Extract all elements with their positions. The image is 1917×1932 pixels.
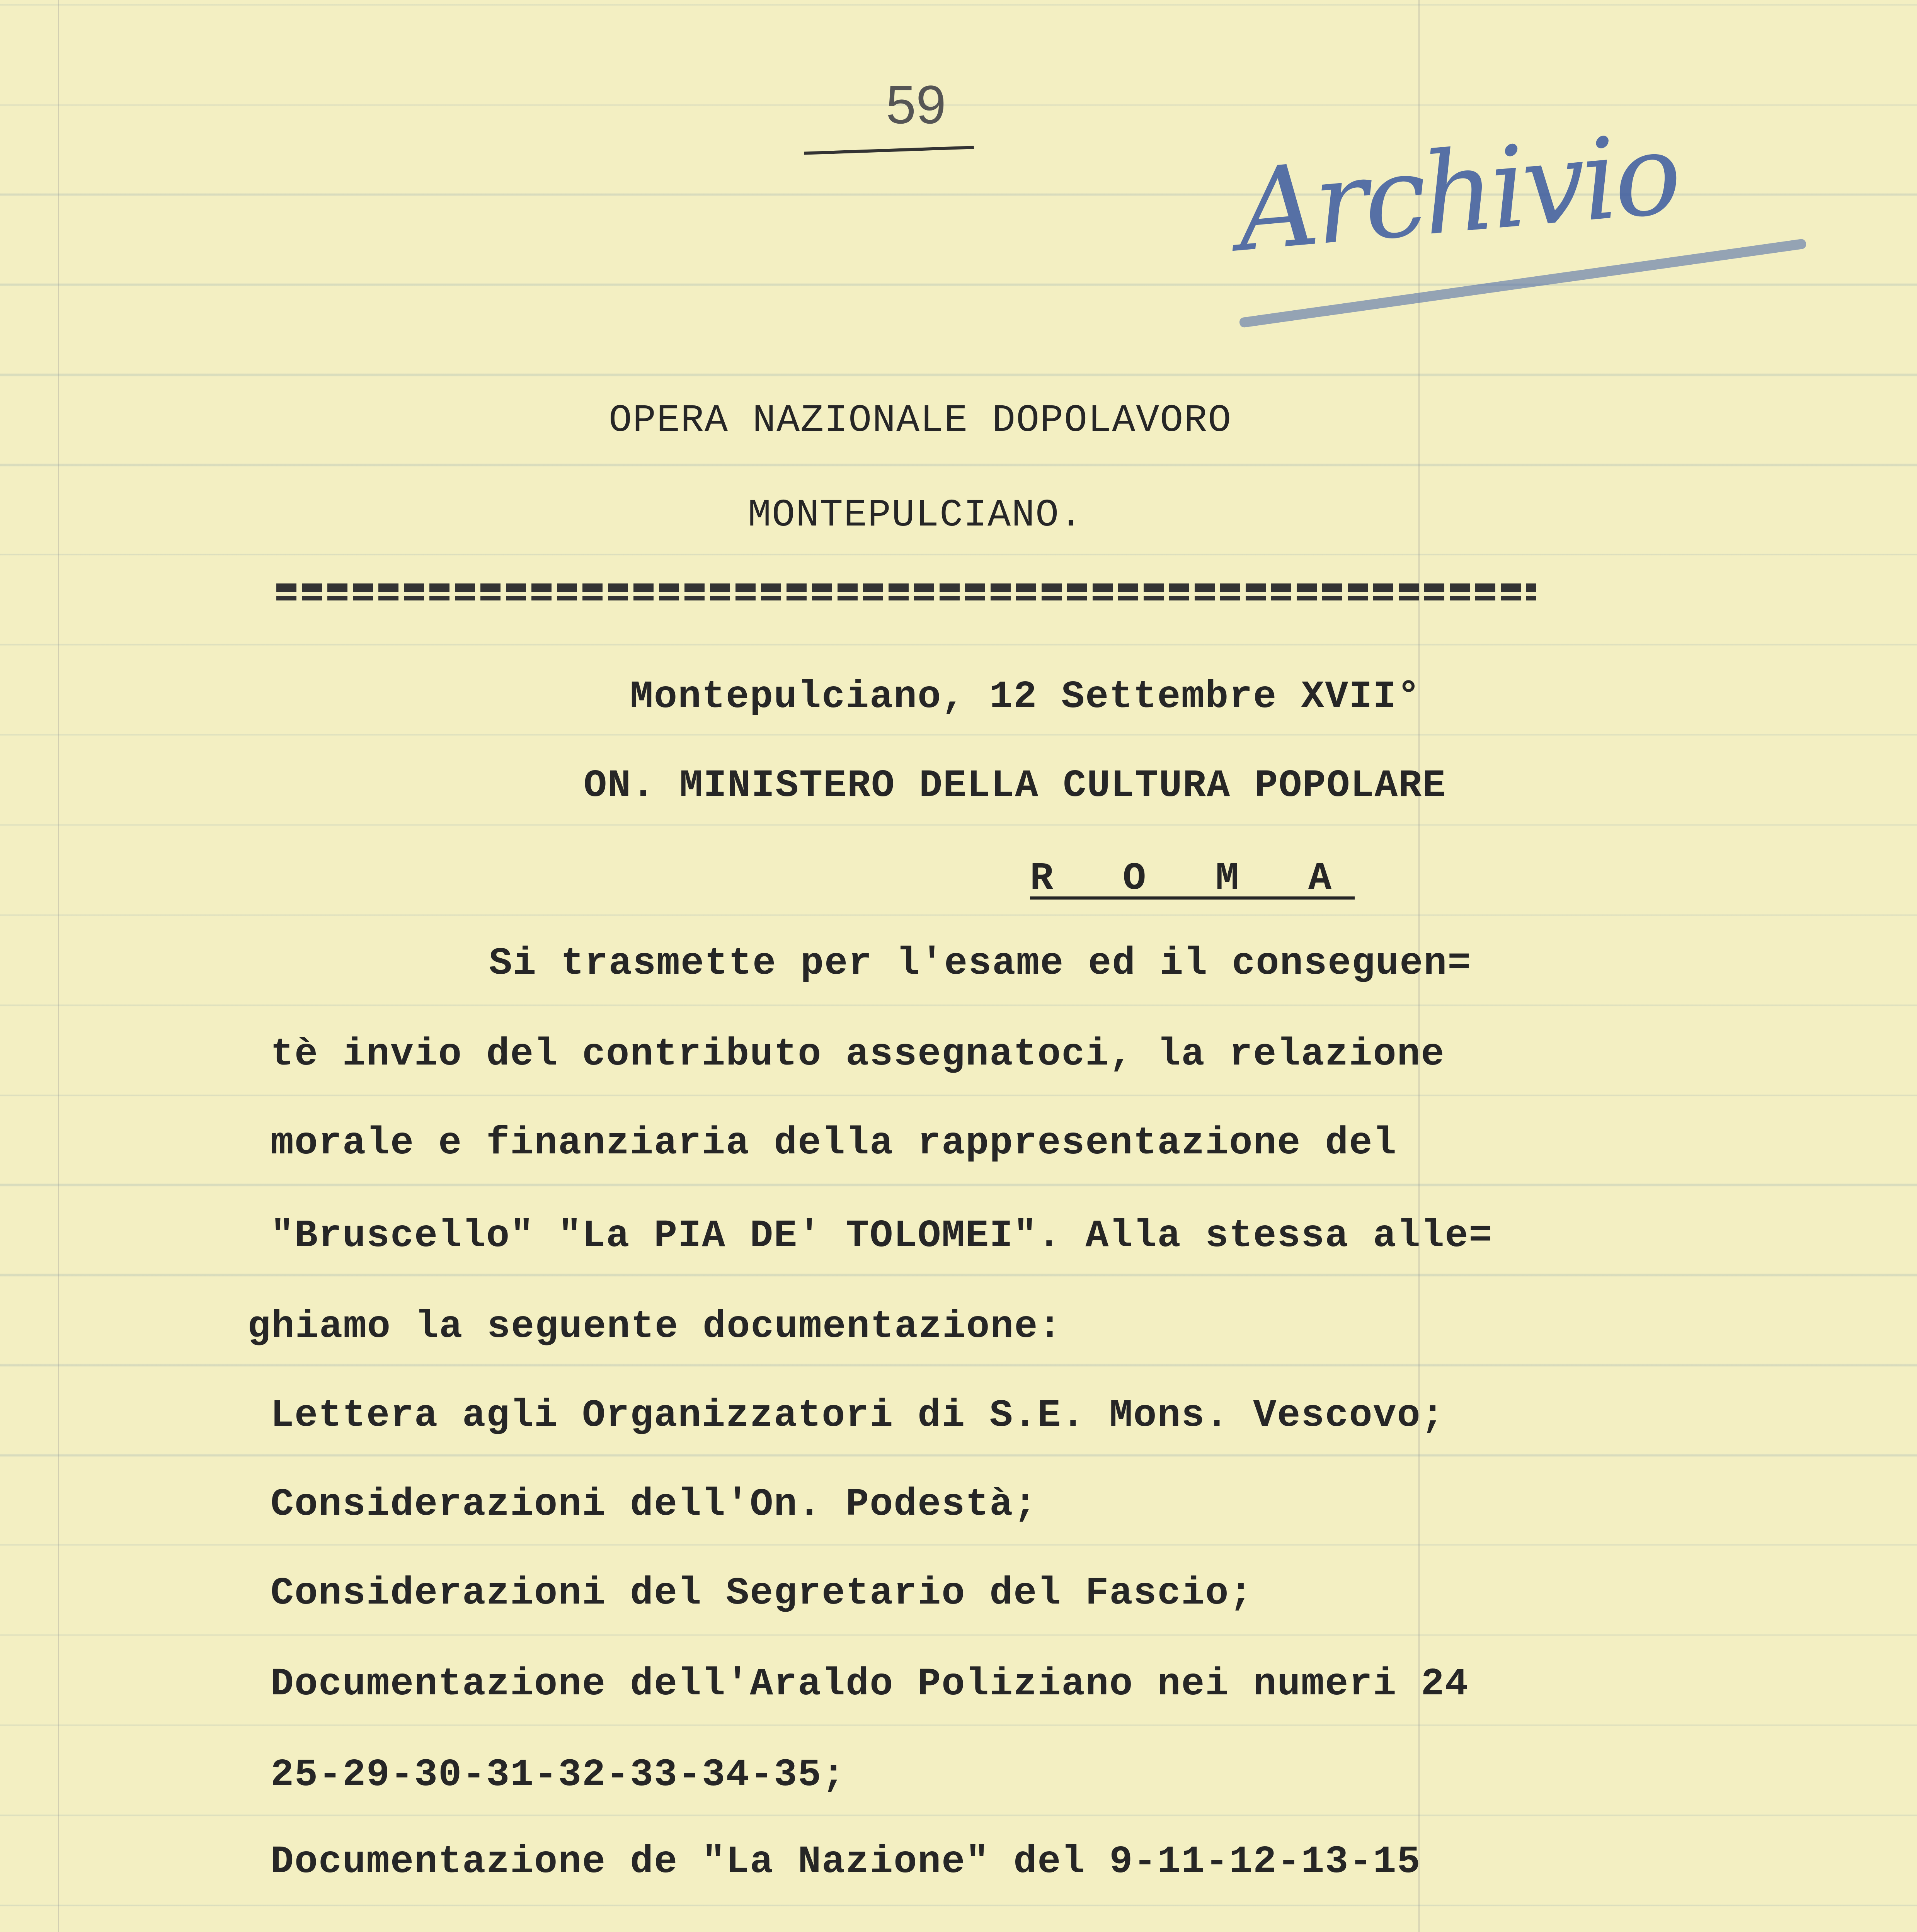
date-line: Montepulciano, 12 Settembre XVII°	[630, 675, 1421, 719]
body-line: Considerazioni dell'On. Podestà;	[271, 1483, 1038, 1527]
city-heading: MONTEPULCIANO.	[748, 494, 1084, 537]
body-line: "Bruscello" "La PIA DE' TOLOMEI". Alla stessa alle=	[271, 1214, 1493, 1258]
organization-heading: OPERA NAZIONALE DOPOLAVORO	[609, 399, 1232, 443]
page-number-underline	[804, 146, 974, 155]
recipient-city: R O M A	[1030, 857, 1355, 901]
body-line: morale e finanziaria della rappresentazione del	[271, 1122, 1397, 1165]
body-line: Considerazioni del Segretario del Fascio;	[271, 1572, 1253, 1616]
body-line: Si trasmette per l'esame ed il conseguen=	[489, 942, 1472, 986]
body-line: ghiamo la seguente documentazione:	[247, 1305, 1062, 1349]
body-line: Documentazione dell'Araldo Poliziano nei numeri 24	[271, 1663, 1469, 1706]
handwritten-note: Archivio	[1232, 108, 1683, 277]
body-line: 25-29-30-31-32-33-34-35;	[271, 1753, 846, 1797]
body-line: Lettera agli Organizzatori di S.E. Mons. Vescovo;	[271, 1394, 1445, 1438]
body-line: Documentazione de "La Nazione" del 9-11-12-13-15	[271, 1840, 1421, 1884]
recipient: ON. MINISTERO DELLA CULTURA POPOLARE	[584, 764, 1447, 808]
margin-rule	[58, 0, 59, 1932]
page-number: 59	[886, 74, 946, 135]
separator-rule	[276, 583, 1536, 592]
body-line: tè invio del contributo assegnatoci, la relazione	[271, 1033, 1445, 1077]
